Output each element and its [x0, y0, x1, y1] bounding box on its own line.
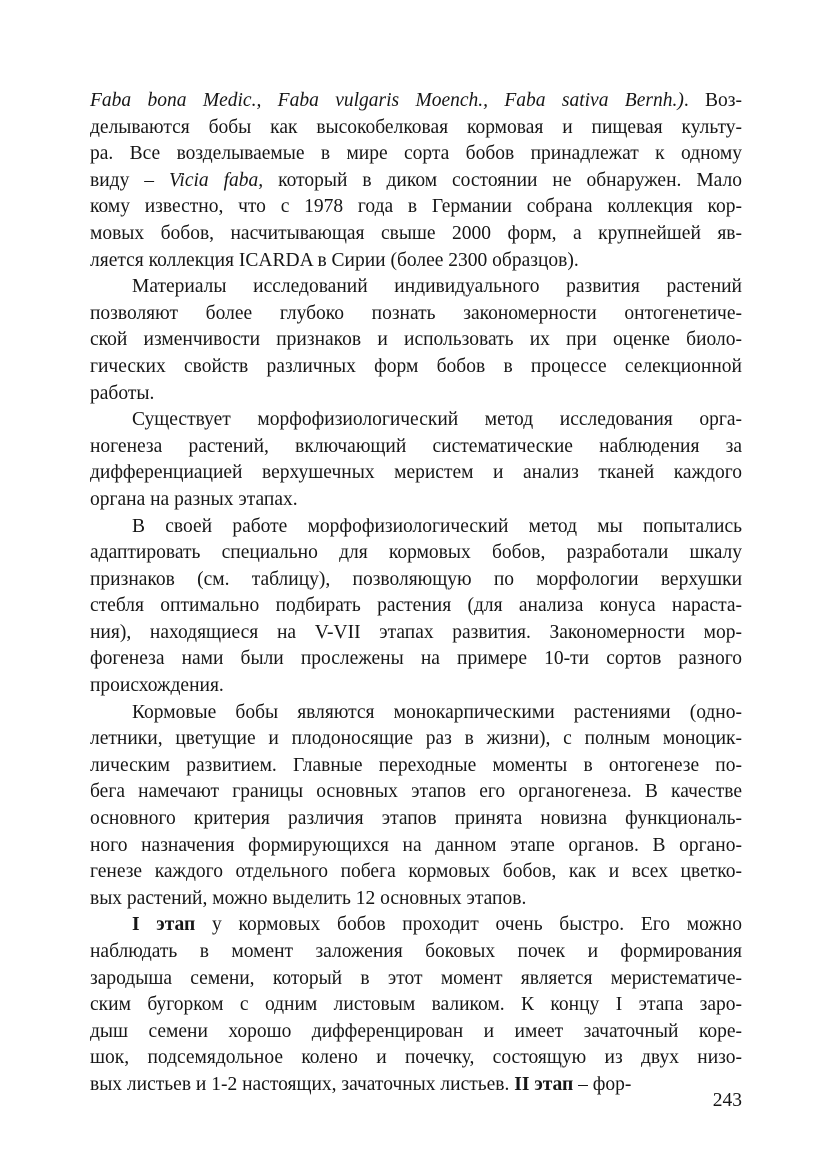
text-run: основного критерия различия этапов принята новизна функциональ-: [90, 808, 742, 830]
text-run: работы.: [90, 382, 155, 404]
text-run: дыш семени хорошо дифференцирован и имеет зачаточный коре-: [90, 1020, 742, 1042]
text-line: [90, 274, 742, 301]
text-line: [90, 646, 742, 673]
paragraph: [90, 407, 742, 513]
text-line: [90, 939, 742, 966]
text-run: органа на разных этапах.: [90, 488, 298, 510]
text-run: зародыша семени, который в этот момент является меристематиче-: [90, 967, 742, 989]
text-line: [90, 673, 742, 700]
text-run: ской изменчивости признаков и использовать их при оценке биоло-: [90, 329, 742, 351]
page-number: 243: [712, 1090, 742, 1111]
text-line: [90, 141, 742, 168]
text-run: летники, цветущие и плодоносящие раз в жизни), с полным моноцик-: [90, 728, 742, 750]
italic-text: Vicia faba,: [168, 169, 264, 191]
paragraph: [90, 514, 742, 700]
text-run: вых листьев и 1-2 настоящих, зачаточных листьев.: [90, 1073, 515, 1095]
text-line: [90, 833, 742, 860]
text-line: [90, 194, 742, 221]
text-line: [90, 753, 742, 780]
text-run: ногенеза растений, включающий систематические наблюдения за: [90, 435, 742, 457]
bold-text: II этап: [514, 1073, 574, 1095]
text-run: кому известно, что с 1978 года в Германии собрана коллекция кор-: [90, 196, 742, 218]
text-line: [90, 407, 742, 434]
text-line: [90, 221, 742, 248]
text-line: [90, 1072, 742, 1099]
text-run: В своей работе морфофизиологический метод мы попытались: [132, 515, 742, 537]
text-run: мовых бобов, насчитывающая свыше 2000 форм, а крупнейшей яв-: [90, 222, 742, 244]
text-line: [90, 620, 742, 647]
text-run: ного назначения формирующихся на данном этапе органов. В органо-: [90, 834, 742, 856]
text-line: [90, 354, 742, 381]
text-line: [90, 593, 742, 620]
text-run: гических свойств различных форм бобов в процессе селекционной: [90, 355, 742, 377]
text-line: [90, 460, 742, 487]
text-run: у кормовых бобов проходит очень быстро. Его можно: [195, 914, 742, 936]
text-line: [90, 806, 742, 833]
text-line: [90, 434, 742, 461]
text-line: [90, 726, 742, 753]
text-run: происхождения.: [90, 675, 224, 697]
text-line: [90, 992, 742, 1019]
text-line: [90, 327, 742, 354]
text-line: [90, 567, 742, 594]
text-line: [90, 859, 742, 886]
text-run: Материалы исследований индивидуального развития растений: [132, 276, 742, 298]
text-run: лическим развитием. Главные переходные моменты в онтогенезе по-: [90, 754, 742, 776]
text-line: [90, 514, 742, 541]
text-run: шок, подсемядольное колено и почечку, состоящую из двух низо-: [90, 1047, 742, 1069]
paragraph: [90, 912, 742, 1098]
text-line: [90, 700, 742, 727]
text-run: признаков (см. таблицу), позволяющую по морфологии верхушки: [90, 568, 742, 590]
paragraph: [90, 274, 742, 407]
text-line: [90, 886, 742, 913]
text-line: [90, 966, 742, 993]
text-run: Кормовые бобы являются монокарпическими растениями (одно-: [132, 701, 742, 723]
bold-text: I этап: [132, 914, 196, 936]
text-line: [90, 301, 742, 328]
paragraph: [90, 700, 742, 913]
text-run: делываются бобы как высокобелковая кормовая и пищевая культу-: [90, 116, 742, 138]
paragraph: [90, 88, 742, 274]
text-run: генезе каждого отдельного побега кормовых бобов, как и всех цветко-: [90, 861, 742, 883]
text-line: [90, 115, 742, 142]
text-run: наблюдать в момент заложения боковых почек и формирования: [90, 941, 742, 962]
text-line: [90, 381, 742, 408]
text-run: позволяют более глубоко познать закономерности онтогенетиче-: [90, 302, 742, 324]
text-run: бега намечают границы основных этапов его органогенеза. В качестве: [90, 781, 742, 803]
text-run: адаптировать специально для кормовых бобов, разработали шкалу: [90, 542, 742, 564]
text-run: который в диком состоянии не обнаружен. Мало: [263, 169, 742, 191]
text-line: [90, 1019, 742, 1046]
text-run: фогенеза нами были прослежены на примере 10-ти сортов разного: [90, 648, 742, 670]
text-line: [90, 487, 742, 514]
italic-text: Faba bona Medic., Faba vulgaris Moench., Faba sativa Bernh.): [90, 90, 684, 111]
text-line: [90, 540, 742, 567]
text-line: [90, 779, 742, 806]
text-run: – фор-: [573, 1073, 632, 1095]
text-line: [90, 248, 742, 275]
text-line: [90, 1045, 742, 1072]
text-line: [90, 168, 742, 195]
text-run: ляется коллекция ICARDA в Сирии (более 2300 образцов).: [90, 249, 579, 271]
text-run: Существует морфофизиологический метод исследования орга-: [132, 409, 742, 431]
text-run: виду –: [90, 169, 169, 191]
page-body: [90, 88, 742, 1099]
text-run: дифференциацией верхушечных меристем и анализ тканей каждого: [90, 462, 742, 484]
text-run: стебля оптимально подбирать растения (для анализа конуса нараста-: [90, 595, 742, 617]
text-run: . Воз-: [683, 90, 743, 111]
text-run: ским бугорком с одним листовым валиком. К концу I этапа заро-: [90, 994, 742, 1016]
text-line: [90, 88, 742, 115]
text-run: ния), находящиеся на V-VII этапах развития. Закономерности мор-: [90, 621, 742, 643]
text-line: [90, 912, 742, 939]
text-run: ра. Все возделываемые в мире сорта бобов принадлежат к одному: [90, 143, 742, 165]
text-run: вых растений, можно выделить 12 основных этапов.: [90, 887, 527, 909]
